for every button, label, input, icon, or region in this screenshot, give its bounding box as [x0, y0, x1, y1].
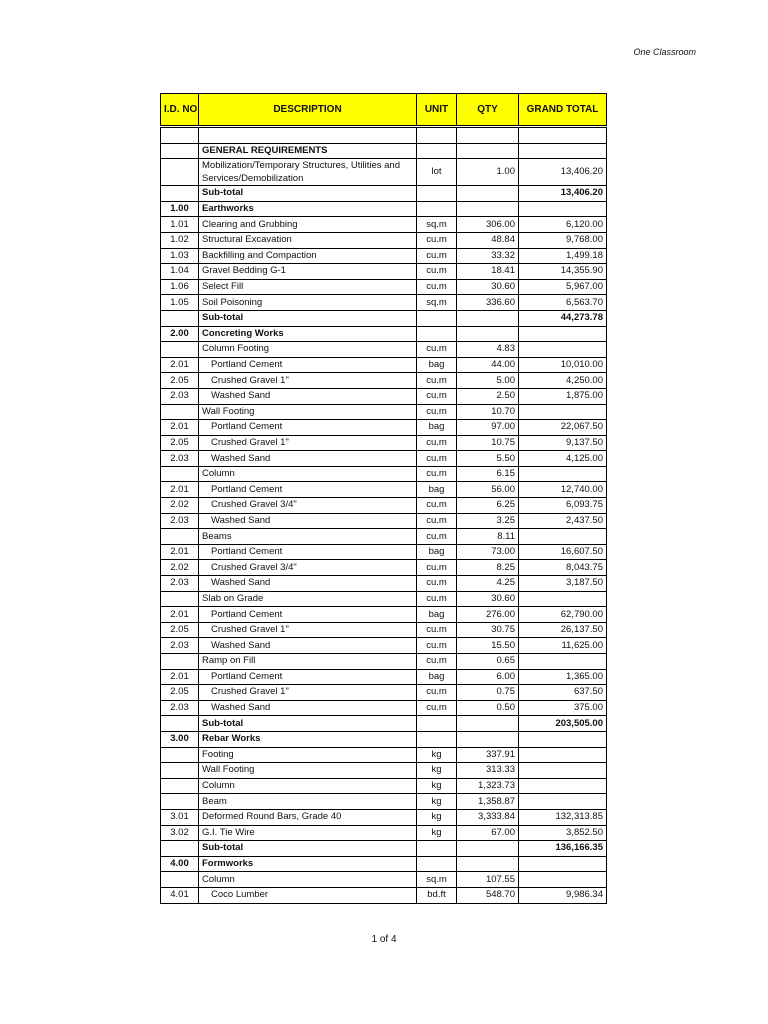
cell-qty: 276.00 [457, 607, 519, 623]
cell-unit: bag [417, 357, 457, 373]
table-row [161, 794, 607, 810]
cell-id-no [161, 654, 199, 670]
cell-qty [457, 841, 519, 857]
cell-description: Crushed Gravel 1" [199, 685, 417, 701]
cell-id-no: 1.00 [161, 201, 199, 217]
cell-qty: 1,358.87 [457, 794, 519, 810]
cell-id-no: 2.03 [161, 451, 199, 467]
cell-unit [417, 326, 457, 342]
cell-description: Washed Sand [199, 451, 417, 467]
cell-id-no: 2.03 [161, 388, 199, 404]
cell-description: Formworks [199, 856, 417, 872]
cell-id-no: 2.01 [161, 607, 199, 623]
cell-grand-total: 62,790.00 [519, 607, 607, 623]
cell-unit: sq.m [417, 295, 457, 311]
cell-qty: 97.00 [457, 420, 519, 436]
cell-description: Clearing and Grubbing [199, 217, 417, 233]
table-row [161, 841, 607, 857]
cell-description: Wall Footing [199, 763, 417, 779]
cell-unit: cu.m [417, 498, 457, 514]
cell-grand-total: 16,607.50 [519, 544, 607, 560]
cell-description: Washed Sand [199, 576, 417, 592]
table-row [161, 685, 607, 701]
cell-grand-total: 6,563.70 [519, 295, 607, 311]
cell-unit: bag [417, 420, 457, 436]
page-number: 1 of 4 [371, 934, 397, 945]
cell-description: Sub-total [199, 310, 417, 326]
cell-grand-total: 13,406.20 [519, 159, 607, 186]
cell-description: Rebar Works [199, 731, 417, 747]
cell-unit [417, 841, 457, 857]
cell-description: Column [199, 778, 417, 794]
cell-grand-total [519, 591, 607, 607]
cell-qty: 1.00 [457, 159, 519, 186]
cell-qty: 67.00 [457, 825, 519, 841]
cell-qty: 4.83 [457, 342, 519, 358]
cell-description: Crushed Gravel 1" [199, 435, 417, 451]
table-row [161, 700, 607, 716]
header-unit: UNIT [417, 94, 457, 127]
cell-unit: cu.m [417, 560, 457, 576]
cell-grand-total [519, 342, 607, 358]
cell-grand-total [519, 529, 607, 545]
cell-id-no: 3.01 [161, 809, 199, 825]
cell-qty [457, 310, 519, 326]
cell-grand-total: 1,875.00 [519, 388, 607, 404]
cell-description: Crushed Gravel 3/4" [199, 560, 417, 576]
table-row [161, 654, 607, 670]
cell-description: Beams [199, 529, 417, 545]
cell-description: Portland Cement [199, 420, 417, 436]
cell-grand-total: 13,406.20 [519, 186, 607, 202]
cell-unit: bag [417, 482, 457, 498]
cell-id-no [161, 716, 199, 732]
cell-grand-total [519, 778, 607, 794]
cell-unit: kg [417, 763, 457, 779]
cell-unit [417, 201, 457, 217]
cell-qty [457, 716, 519, 732]
cell-qty: 3.25 [457, 513, 519, 529]
cell-qty: 44.00 [457, 357, 519, 373]
cell-id-no: 2.01 [161, 482, 199, 498]
cell-id-no: 2.05 [161, 435, 199, 451]
table-row [161, 279, 607, 295]
table-row [161, 232, 607, 248]
table-row [161, 498, 607, 514]
cell-description: Portland Cement [199, 607, 417, 623]
cell-unit: cu.m [417, 654, 457, 670]
table-row [161, 560, 607, 576]
cell-description: Column [199, 872, 417, 888]
cell-grand-total: 1,365.00 [519, 669, 607, 685]
cell-grand-total: 4,250.00 [519, 373, 607, 389]
cell-qty [457, 731, 519, 747]
cell-description: Sub-total [199, 841, 417, 857]
cell-grand-total: 136,166.35 [519, 841, 607, 857]
cell-qty: 73.00 [457, 544, 519, 560]
cell-id-no: 1.04 [161, 264, 199, 280]
cell-description: Washed Sand [199, 638, 417, 654]
cell-qty: 6.00 [457, 669, 519, 685]
cell-grand-total [519, 326, 607, 342]
table-row [161, 887, 607, 903]
cell-id-no [161, 794, 199, 810]
table-row [161, 716, 607, 732]
cell-id-no [161, 529, 199, 545]
cell-grand-total [519, 654, 607, 670]
cell-id-no: 3.02 [161, 825, 199, 841]
cell-id-no: 2.03 [161, 513, 199, 529]
cell-id-no: 2.01 [161, 544, 199, 560]
table-row [161, 778, 607, 794]
cell-unit [417, 856, 457, 872]
cell-unit: bag [417, 607, 457, 623]
cell-qty: 10.75 [457, 435, 519, 451]
cell-description: Portland Cement [199, 482, 417, 498]
cell-description: Column [199, 466, 417, 482]
cell-qty: 0.65 [457, 654, 519, 670]
cell-qty: 6.25 [457, 498, 519, 514]
cell-description: Crushed Gravel 1" [199, 622, 417, 638]
cell-id-no: 2.03 [161, 638, 199, 654]
cell-qty: 48.84 [457, 232, 519, 248]
cell-grand-total: 6,120.00 [519, 217, 607, 233]
table-row [161, 638, 607, 654]
table-row [161, 591, 607, 607]
table-row [161, 451, 607, 467]
table-row [161, 763, 607, 779]
cell-unit [417, 716, 457, 732]
cell-qty [457, 856, 519, 872]
cell-grand-total: 1,499.18 [519, 248, 607, 264]
table-row [161, 669, 607, 685]
cell-id-no: 2.01 [161, 420, 199, 436]
cell-grand-total: 3,187.50 [519, 576, 607, 592]
cell-unit: cu.m [417, 279, 457, 295]
cell-id-no [161, 763, 199, 779]
cell-qty: 1,323.73 [457, 778, 519, 794]
table-row [161, 186, 607, 202]
cell-description: Sub-total [199, 186, 417, 202]
table-row [161, 544, 607, 560]
cell-description: Washed Sand [199, 513, 417, 529]
cell-grand-total: 9,137.50 [519, 435, 607, 451]
cell-id-no: 2.05 [161, 622, 199, 638]
cell-id-no: 3.00 [161, 731, 199, 747]
table-row [161, 264, 607, 280]
cell-description: Structural Excavation [199, 232, 417, 248]
cell-qty: 15.50 [457, 638, 519, 654]
cell-description: G.I. Tie Wire [199, 825, 417, 841]
cell-grand-total: 637.50 [519, 685, 607, 701]
cell-id-no [161, 872, 199, 888]
table-row [161, 143, 607, 159]
header-grand-total: GRAND TOTAL [519, 94, 607, 127]
cell-description: Column Footing [199, 342, 417, 358]
cell-grand-total [519, 731, 607, 747]
cell-unit: cu.m [417, 404, 457, 420]
cell-id-no [161, 841, 199, 857]
cell-grand-total: 14,355.90 [519, 264, 607, 280]
cell-grand-total: 26,137.50 [519, 622, 607, 638]
cell-unit: cu.m [417, 373, 457, 389]
cell-qty [457, 143, 519, 159]
cell-unit: cu.m [417, 529, 457, 545]
cell-qty: 2.50 [457, 388, 519, 404]
cell-qty: 5.50 [457, 451, 519, 467]
cell-qty: 56.00 [457, 482, 519, 498]
cell-unit: kg [417, 778, 457, 794]
table-row [161, 217, 607, 233]
cell-qty: 8.25 [457, 560, 519, 576]
table-row [161, 159, 607, 186]
cell-grand-total [519, 763, 607, 779]
table-row [161, 872, 607, 888]
cell-id-no: 2.03 [161, 576, 199, 592]
cell-id-no [161, 159, 199, 186]
cell-qty [457, 186, 519, 202]
cell-grand-total: 132,313.85 [519, 809, 607, 825]
table-row [161, 373, 607, 389]
cell-qty: 18.41 [457, 264, 519, 280]
cell-qty: 30.75 [457, 622, 519, 638]
cell-id-no: 4.00 [161, 856, 199, 872]
cell-grand-total [519, 466, 607, 482]
cell-unit [417, 731, 457, 747]
cell-qty: 107.55 [457, 872, 519, 888]
cell-qty: 30.60 [457, 591, 519, 607]
cell-unit: cu.m [417, 466, 457, 482]
cell-description: Sub-total [199, 716, 417, 732]
header-description: DESCRIPTION [199, 94, 417, 127]
cell-qty: 0.50 [457, 700, 519, 716]
cell-description: Portland Cement [199, 544, 417, 560]
table-row [161, 856, 607, 872]
cell-description: Washed Sand [199, 388, 417, 404]
cell-description: Gravel Bedding G-1 [199, 264, 417, 280]
cell-unit: cu.m [417, 451, 457, 467]
cell-id-no: 1.01 [161, 217, 199, 233]
cell-qty: 0.75 [457, 685, 519, 701]
cell-description: Wall Footing [199, 404, 417, 420]
cell-unit: sq.m [417, 872, 457, 888]
cell-id-no: 2.03 [161, 700, 199, 716]
cell-qty: 306.00 [457, 217, 519, 233]
cell-grand-total: 12,740.00 [519, 482, 607, 498]
cell-id-no [161, 778, 199, 794]
cell-id-no: 2.01 [161, 669, 199, 685]
table-row [161, 326, 607, 342]
cell-description: Crushed Gravel 3/4" [199, 498, 417, 514]
cell-grand-total: 8,043.75 [519, 560, 607, 576]
cell-qty: 337.91 [457, 747, 519, 763]
cell-description: Earthworks [199, 201, 417, 217]
table-row [161, 248, 607, 264]
table-row [161, 825, 607, 841]
cell-description: Portland Cement [199, 357, 417, 373]
table-row [161, 466, 607, 482]
table-row [161, 310, 607, 326]
cell-unit: sq.m [417, 217, 457, 233]
cell-unit: cu.m [417, 342, 457, 358]
cell-unit: cu.m [417, 264, 457, 280]
cell-qty: 548.70 [457, 887, 519, 903]
cell-grand-total: 10,010.00 [519, 357, 607, 373]
cell-description: Mobilization/Temporary Structures, Utilities and Services/Demobilization [199, 159, 417, 186]
table-row [161, 420, 607, 436]
bill-of-quantities-table [160, 93, 607, 904]
cell-qty: 313.33 [457, 763, 519, 779]
cell-qty: 30.60 [457, 279, 519, 295]
cell-description: Crushed Gravel 1" [199, 373, 417, 389]
cell-grand-total [519, 794, 607, 810]
cell-unit: cu.m [417, 388, 457, 404]
document-header-note: One Classroom [633, 47, 696, 57]
cell-id-no [161, 342, 199, 358]
table-row [161, 342, 607, 358]
cell-grand-total: 203,505.00 [519, 716, 607, 732]
cell-id-no: 1.05 [161, 295, 199, 311]
table-row [161, 388, 607, 404]
cell-grand-total: 375.00 [519, 700, 607, 716]
table-row [161, 731, 607, 747]
cell-id-no: 1.03 [161, 248, 199, 264]
cell-id-no: 2.02 [161, 560, 199, 576]
table-row [161, 576, 607, 592]
table-row [161, 607, 607, 623]
cell-description: Backfilling and Compaction [199, 248, 417, 264]
cell-unit: kg [417, 794, 457, 810]
cell-id-no [161, 747, 199, 763]
cell-qty: 10.70 [457, 404, 519, 420]
table-row [161, 201, 607, 217]
cell-id-no: 2.02 [161, 498, 199, 514]
cell-unit: cu.m [417, 513, 457, 529]
cell-description: Select Fill [199, 279, 417, 295]
cell-grand-total [519, 872, 607, 888]
cell-grand-total [519, 143, 607, 159]
cell-description: Ramp on Fill [199, 654, 417, 670]
cell-unit: cu.m [417, 622, 457, 638]
cell-unit: bd.ft [417, 887, 457, 903]
cell-qty: 3,333.84 [457, 809, 519, 825]
cell-grand-total: 22,067.50 [519, 420, 607, 436]
cell-grand-total: 3,852.50 [519, 825, 607, 841]
cell-unit: kg [417, 747, 457, 763]
table-row [161, 622, 607, 638]
cell-grand-total [519, 856, 607, 872]
cell-unit [417, 186, 457, 202]
table-row [161, 295, 607, 311]
cell-unit: cu.m [417, 685, 457, 701]
table-row [161, 747, 607, 763]
header-qty: QTY [457, 94, 519, 127]
cell-unit: kg [417, 809, 457, 825]
cell-grand-total: 9,768.00 [519, 232, 607, 248]
cell-unit: cu.m [417, 248, 457, 264]
table-row [161, 404, 607, 420]
cell-id-no: 2.05 [161, 685, 199, 701]
cell-id-no [161, 310, 199, 326]
cell-unit: lot [417, 159, 457, 186]
cell-unit: cu.m [417, 591, 457, 607]
cell-id-no: 1.06 [161, 279, 199, 295]
cell-grand-total [519, 747, 607, 763]
cell-description: Soil Poisoning [199, 295, 417, 311]
cell-description: Deformed Round Bars, Grade 40 [199, 809, 417, 825]
cell-id-no [161, 186, 199, 202]
cell-id-no [161, 591, 199, 607]
cell-unit [417, 310, 457, 326]
table-row [161, 435, 607, 451]
table-header-row [161, 94, 607, 127]
cell-unit: bag [417, 669, 457, 685]
cell-unit: cu.m [417, 232, 457, 248]
cell-description: Portland Cement [199, 669, 417, 685]
cell-unit [417, 143, 457, 159]
cell-qty: 5.00 [457, 373, 519, 389]
header-spacer-row [161, 127, 607, 144]
table-row [161, 482, 607, 498]
cell-qty: 336.60 [457, 295, 519, 311]
table-row [161, 357, 607, 373]
cell-description: Footing [199, 747, 417, 763]
header-id-no: I.D. NO [161, 94, 199, 127]
cell-description: Washed Sand [199, 700, 417, 716]
cell-id-no [161, 404, 199, 420]
cell-unit: cu.m [417, 435, 457, 451]
cell-id-no [161, 143, 199, 159]
cell-grand-total: 5,967.00 [519, 279, 607, 295]
cell-unit: cu.m [417, 638, 457, 654]
table-row [161, 513, 607, 529]
cell-id-no: 1.02 [161, 232, 199, 248]
table-row [161, 529, 607, 545]
cell-grand-total [519, 201, 607, 217]
cell-grand-total: 2,437.50 [519, 513, 607, 529]
cell-description: Concreting Works [199, 326, 417, 342]
cell-grand-total: 9,986.34 [519, 887, 607, 903]
cell-unit: kg [417, 825, 457, 841]
cell-description: Slab on Grade [199, 591, 417, 607]
cell-qty [457, 201, 519, 217]
cell-grand-total: 44,273.78 [519, 310, 607, 326]
cell-id-no: 2.00 [161, 326, 199, 342]
cell-qty: 8.11 [457, 529, 519, 545]
cell-qty: 6.15 [457, 466, 519, 482]
table-row [161, 809, 607, 825]
cell-id-no: 2.05 [161, 373, 199, 389]
cell-id-no [161, 466, 199, 482]
cell-grand-total: 11,625.00 [519, 638, 607, 654]
cell-description: GENERAL REQUIREMENTS [199, 143, 417, 159]
cell-grand-total: 6,093.75 [519, 498, 607, 514]
cell-unit: bag [417, 544, 457, 560]
cell-qty [457, 326, 519, 342]
cell-id-no: 4.01 [161, 887, 199, 903]
cell-unit: cu.m [417, 700, 457, 716]
cell-grand-total: 4,125.00 [519, 451, 607, 467]
cell-unit: cu.m [417, 576, 457, 592]
cell-qty: 4.25 [457, 576, 519, 592]
cell-grand-total [519, 404, 607, 420]
cell-qty: 33.32 [457, 248, 519, 264]
cell-id-no: 2.01 [161, 357, 199, 373]
cell-description: Beam [199, 794, 417, 810]
cell-description: Coco Lumber [199, 887, 417, 903]
